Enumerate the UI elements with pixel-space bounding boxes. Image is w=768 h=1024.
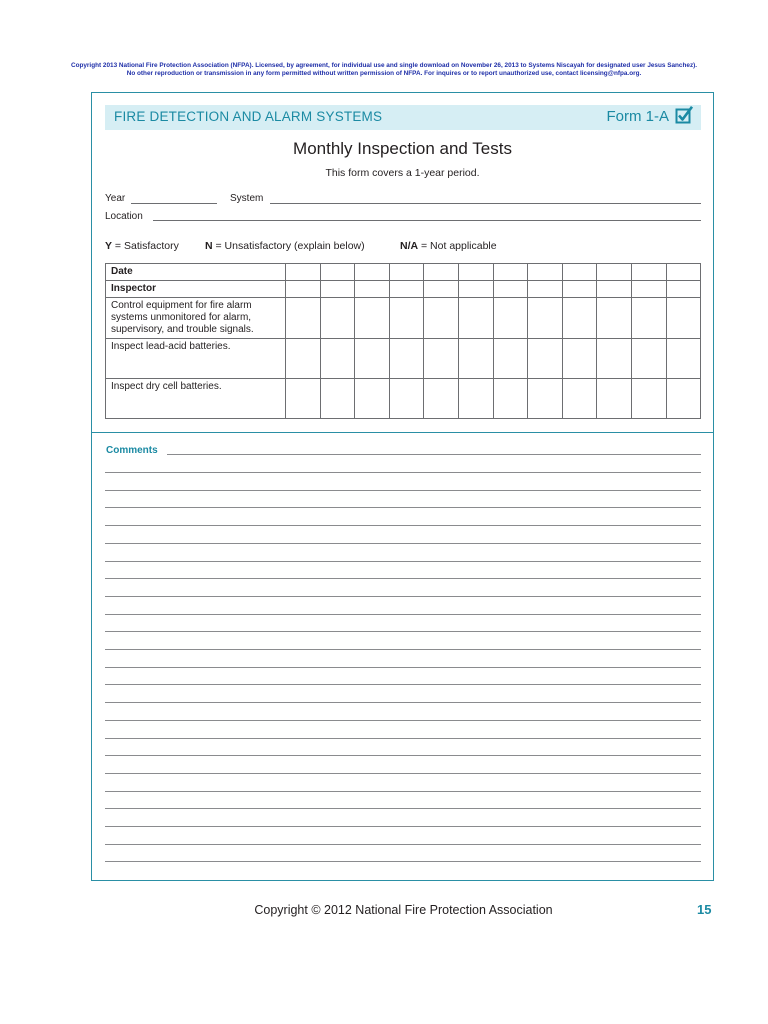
inspection-table — [105, 263, 701, 419]
row-label: Inspect dry cell batteries. — [106, 379, 286, 419]
comment-line[interactable] — [105, 702, 701, 703]
system-label: System — [230, 193, 264, 204]
section-banner — [105, 105, 701, 130]
row-label: Inspector — [106, 281, 286, 298]
checked-box-icon — [675, 106, 693, 124]
entry-cell[interactable] — [597, 379, 632, 419]
entry-cell[interactable] — [355, 264, 390, 281]
entry-cell[interactable] — [562, 264, 597, 281]
comment-line[interactable] — [105, 684, 701, 685]
entry-cell[interactable] — [597, 298, 632, 339]
entry-cell[interactable] — [493, 281, 528, 298]
entry-cell[interactable] — [597, 281, 632, 298]
legend-na-key: N/A — [400, 240, 419, 252]
entry-cell[interactable] — [631, 281, 666, 298]
comment-line[interactable] — [105, 649, 701, 650]
entry-cell[interactable] — [562, 281, 597, 298]
entry-cell[interactable] — [528, 379, 563, 419]
form-subtitle: This form covers a 1-year period. — [325, 167, 480, 179]
entry-cell[interactable] — [493, 339, 528, 379]
entry-cell[interactable] — [631, 298, 666, 339]
comment-line[interactable] — [105, 614, 701, 615]
comment-line[interactable] — [105, 791, 701, 792]
legend-no-key: N — [205, 240, 213, 252]
year-label: Year — [105, 193, 126, 204]
comment-line[interactable] — [105, 543, 701, 544]
entry-cell[interactable] — [320, 339, 355, 379]
comment-line[interactable] — [105, 667, 701, 668]
row-label: Control equipment for fire alarm systems unmonitored for alarm, supervisory, and trouble signals. — [106, 298, 286, 339]
entry-cell[interactable] — [562, 379, 597, 419]
entry-cell[interactable] — [631, 264, 666, 281]
comments-divider — [92, 432, 713, 433]
table-row — [106, 298, 701, 339]
comment-line[interactable] — [105, 826, 701, 827]
system-field[interactable] — [270, 203, 701, 204]
entry-cell[interactable] — [355, 298, 390, 339]
comment-line[interactable] — [105, 490, 701, 491]
entry-cell[interactable] — [458, 298, 493, 339]
entry-cell[interactable] — [320, 264, 355, 281]
comment-line[interactable] — [105, 525, 701, 526]
comment-line[interactable] — [105, 738, 701, 739]
legend-na-text: = Not applicable — [418, 240, 497, 252]
entry-cell[interactable] — [424, 379, 459, 419]
table-row — [106, 281, 701, 298]
entry-cell[interactable] — [286, 281, 321, 298]
entry-cell[interactable] — [493, 379, 528, 419]
legend-yes — [105, 240, 179, 252]
table-row — [106, 339, 701, 379]
entry-cell[interactable] — [286, 339, 321, 379]
entry-cell[interactable] — [424, 339, 459, 379]
entry-cell[interactable] — [389, 281, 424, 298]
license-line-1: Copyright 2013 National Fire Protection Association (NFPA). Licensed, by agreement, for individual use and single download on November 26, 2013 to Systems Niscayah for designated user Jesus Sanchez). — [70, 62, 698, 69]
legend-na — [400, 240, 497, 252]
table-row — [106, 264, 701, 281]
page-number: 15 — [697, 902, 712, 917]
form-id: Form 1-A — [606, 108, 669, 125]
entry-cell[interactable] — [493, 298, 528, 339]
entry-cell[interactable] — [562, 298, 597, 339]
comment-line[interactable] — [167, 454, 701, 455]
legend-yes-text: = Satisfactory — [112, 240, 179, 252]
entry-cell[interactable] — [597, 339, 632, 379]
entry-cell[interactable] — [458, 379, 493, 419]
comment-line[interactable] — [105, 808, 701, 809]
form-frame — [91, 92, 714, 881]
entry-cell[interactable] — [528, 281, 563, 298]
comment-line[interactable] — [105, 773, 701, 774]
location-field[interactable] — [153, 220, 701, 221]
entry-cell[interactable] — [355, 339, 390, 379]
row-label: Date — [106, 264, 286, 281]
form-title: Monthly Inspection and Tests — [293, 139, 512, 158]
entry-cell[interactable] — [666, 339, 701, 379]
section-title: FIRE DETECTION AND ALARM SYSTEMS — [114, 109, 383, 124]
comment-line[interactable] — [105, 755, 701, 756]
entry-cell[interactable] — [389, 379, 424, 419]
entry-cell[interactable] — [320, 281, 355, 298]
entry-cell[interactable] — [666, 264, 701, 281]
license-notice — [0, 62, 768, 78]
entry-cell[interactable] — [355, 379, 390, 419]
comment-line[interactable] — [105, 596, 701, 597]
comment-line[interactable] — [105, 472, 701, 473]
entry-cell[interactable] — [493, 264, 528, 281]
comment-line[interactable] — [105, 561, 701, 562]
entry-cell[interactable] — [389, 264, 424, 281]
row-label: Inspect lead-acid batteries. — [106, 339, 286, 379]
comment-line[interactable] — [105, 720, 701, 721]
entry-cell[interactable] — [458, 281, 493, 298]
year-field[interactable] — [131, 203, 217, 204]
entry-cell[interactable] — [597, 264, 632, 281]
legend-yes-key: Y — [105, 240, 113, 252]
entry-cell[interactable] — [355, 281, 390, 298]
entry-cell[interactable] — [424, 281, 459, 298]
entry-cell[interactable] — [458, 339, 493, 379]
comment-line[interactable] — [105, 578, 701, 579]
legend-no — [205, 240, 365, 252]
entry-cell[interactable] — [666, 298, 701, 339]
entry-cell[interactable] — [320, 298, 355, 339]
entry-cell[interactable] — [528, 264, 563, 281]
location-label: Location — [105, 211, 143, 222]
entry-cell[interactable] — [631, 379, 666, 419]
license-line-2: No other reproduction or transmission in any form permitted without written permission of NFPA. For inquires or to report unauthorized use, contact licensing@nfpa.org. — [126, 70, 642, 77]
footer-copyright: Copyright © 2012 National Fire Protection Association — [254, 903, 553, 917]
entry-cell[interactable] — [286, 264, 321, 281]
comments-label: Comments — [106, 445, 158, 456]
entry-cell[interactable] — [389, 339, 424, 379]
comment-line[interactable] — [105, 844, 701, 845]
entry-cell[interactable] — [424, 298, 459, 339]
entry-cell[interactable] — [631, 339, 666, 379]
comment-line[interactable] — [105, 507, 701, 508]
entry-cell[interactable] — [286, 298, 321, 339]
entry-cell[interactable] — [424, 264, 459, 281]
entry-cell[interactable] — [562, 339, 597, 379]
table-row — [106, 379, 701, 419]
comment-line[interactable] — [105, 861, 701, 862]
legend-no-text: = Unsatisfactory (explain below) — [212, 240, 365, 252]
entry-cell[interactable] — [320, 379, 355, 419]
entry-cell[interactable] — [666, 379, 701, 419]
entry-cell[interactable] — [528, 339, 563, 379]
entry-cell[interactable] — [389, 298, 424, 339]
entry-cell[interactable] — [666, 281, 701, 298]
entry-cell[interactable] — [458, 264, 493, 281]
comment-line[interactable] — [105, 631, 701, 632]
entry-cell[interactable] — [286, 379, 321, 419]
entry-cell[interactable] — [528, 298, 563, 339]
